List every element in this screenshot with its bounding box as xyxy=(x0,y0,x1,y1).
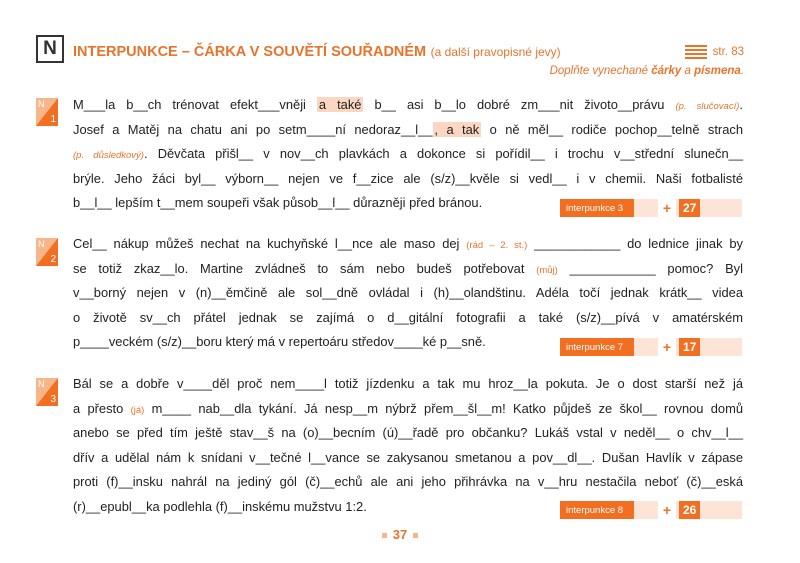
score-box-3: interpunkce 8 + 26 xyxy=(560,501,742,519)
book-icon xyxy=(685,44,707,60)
exercise-text-3: Bál se a dobře v____děl proč nem____l totiž jízdenku a tak mu hroz__la pokuta. Je o dost starší než já a přesto (já) m____ nab__dla tykání. Já nesp__m nýbrž přem__šl__m! Katko půjdeš ze škol__ rovnou domů anebo se před tím ještě stav__š na (o)__becním (ú)__řadě pro občanku? Lukáš vstal v neděl__ o chv__l__ dřív a udělal nám k snídani v__tečné l__vance se zakysanou smetanou a pov__dl__. Dušan Havlík v zápase proti (f)__insku nahrál na jediný gól (č)__echů ale ani jeho přihrávka na v__hru nestačila neboť (č)__eská (r)__epubl__ka podlehla (f)__inskému mužstvu 1:2. xyxy=(73,376,743,514)
reference-text: str. 83 xyxy=(712,46,744,58)
highlight: a také xyxy=(318,97,362,112)
exercise-badge-1: N 1 xyxy=(38,99,56,125)
page-reference xyxy=(685,44,744,60)
section-letter-box: N xyxy=(36,35,64,63)
exercise-text-1: M___la b__ch trénovat efekt___vněji a také b__ asi b__lo dobré zm___nit životo__právu (p. slučovací). Josef a Matěj na chatu ani po setm____ní nedoraz__l__ , a tak o ně měl__ rodiče pochop__telně strach (p. důsledkový). Děvčata přišl__ v nov__ch plavkách a dokonce si pořídil__ i trochu v__střední slunečn__ brýle. Jeho žáci byl__ výborn__ nejen ve f__zice ale (s/z)__kvěle si vedl__ i v chemii. Naši fotbalisté b__l__ lepším t__mem soupeři však působ__l__ důrazněji před bránou. xyxy=(73,97,743,210)
instruction: Doplňte vynechané čárky a písmena. xyxy=(549,65,744,77)
exercise-badge-2: N 2 xyxy=(38,239,56,265)
title-main: INTERPUNKCE – ČÁRKA V SOUVĚTÍ SOUŘADNÉM xyxy=(73,44,427,60)
score-box-1: interpunkce 3 + 27 xyxy=(560,199,742,217)
page-title xyxy=(73,43,561,61)
highlight: , a tak xyxy=(434,121,480,137)
exercise-text-2: Cel__ nákup můžeš nechat na kuchyňské l__nce ale maso dej (rád – 2. st.) ____________ do lednice jinak by se totiž zkaz__lo. Martine zvládneš to sám nebo budeš potřebovat (můj) ____________ pomoc? Byl v__borný nejen v (n)__ěmčině ale sol__dně ovládal i (h)__olandštinu. Adéla točí jednak krátk__ videa o životě sv__ch přátel jednak se zajímá o d__gitální fotografii a také (s/z)__pívá v amatérském p____veckém (s/z)__boru který má v repertoáru středov____ké p__sně. xyxy=(73,236,743,349)
score-box-2: interpunkce 7 + 17 xyxy=(560,338,742,356)
exercise-badge-3: N 3 xyxy=(38,379,56,405)
page-number: 37 xyxy=(0,527,800,542)
title-subtitle: (a další pravopisné jevy) xyxy=(430,45,561,59)
